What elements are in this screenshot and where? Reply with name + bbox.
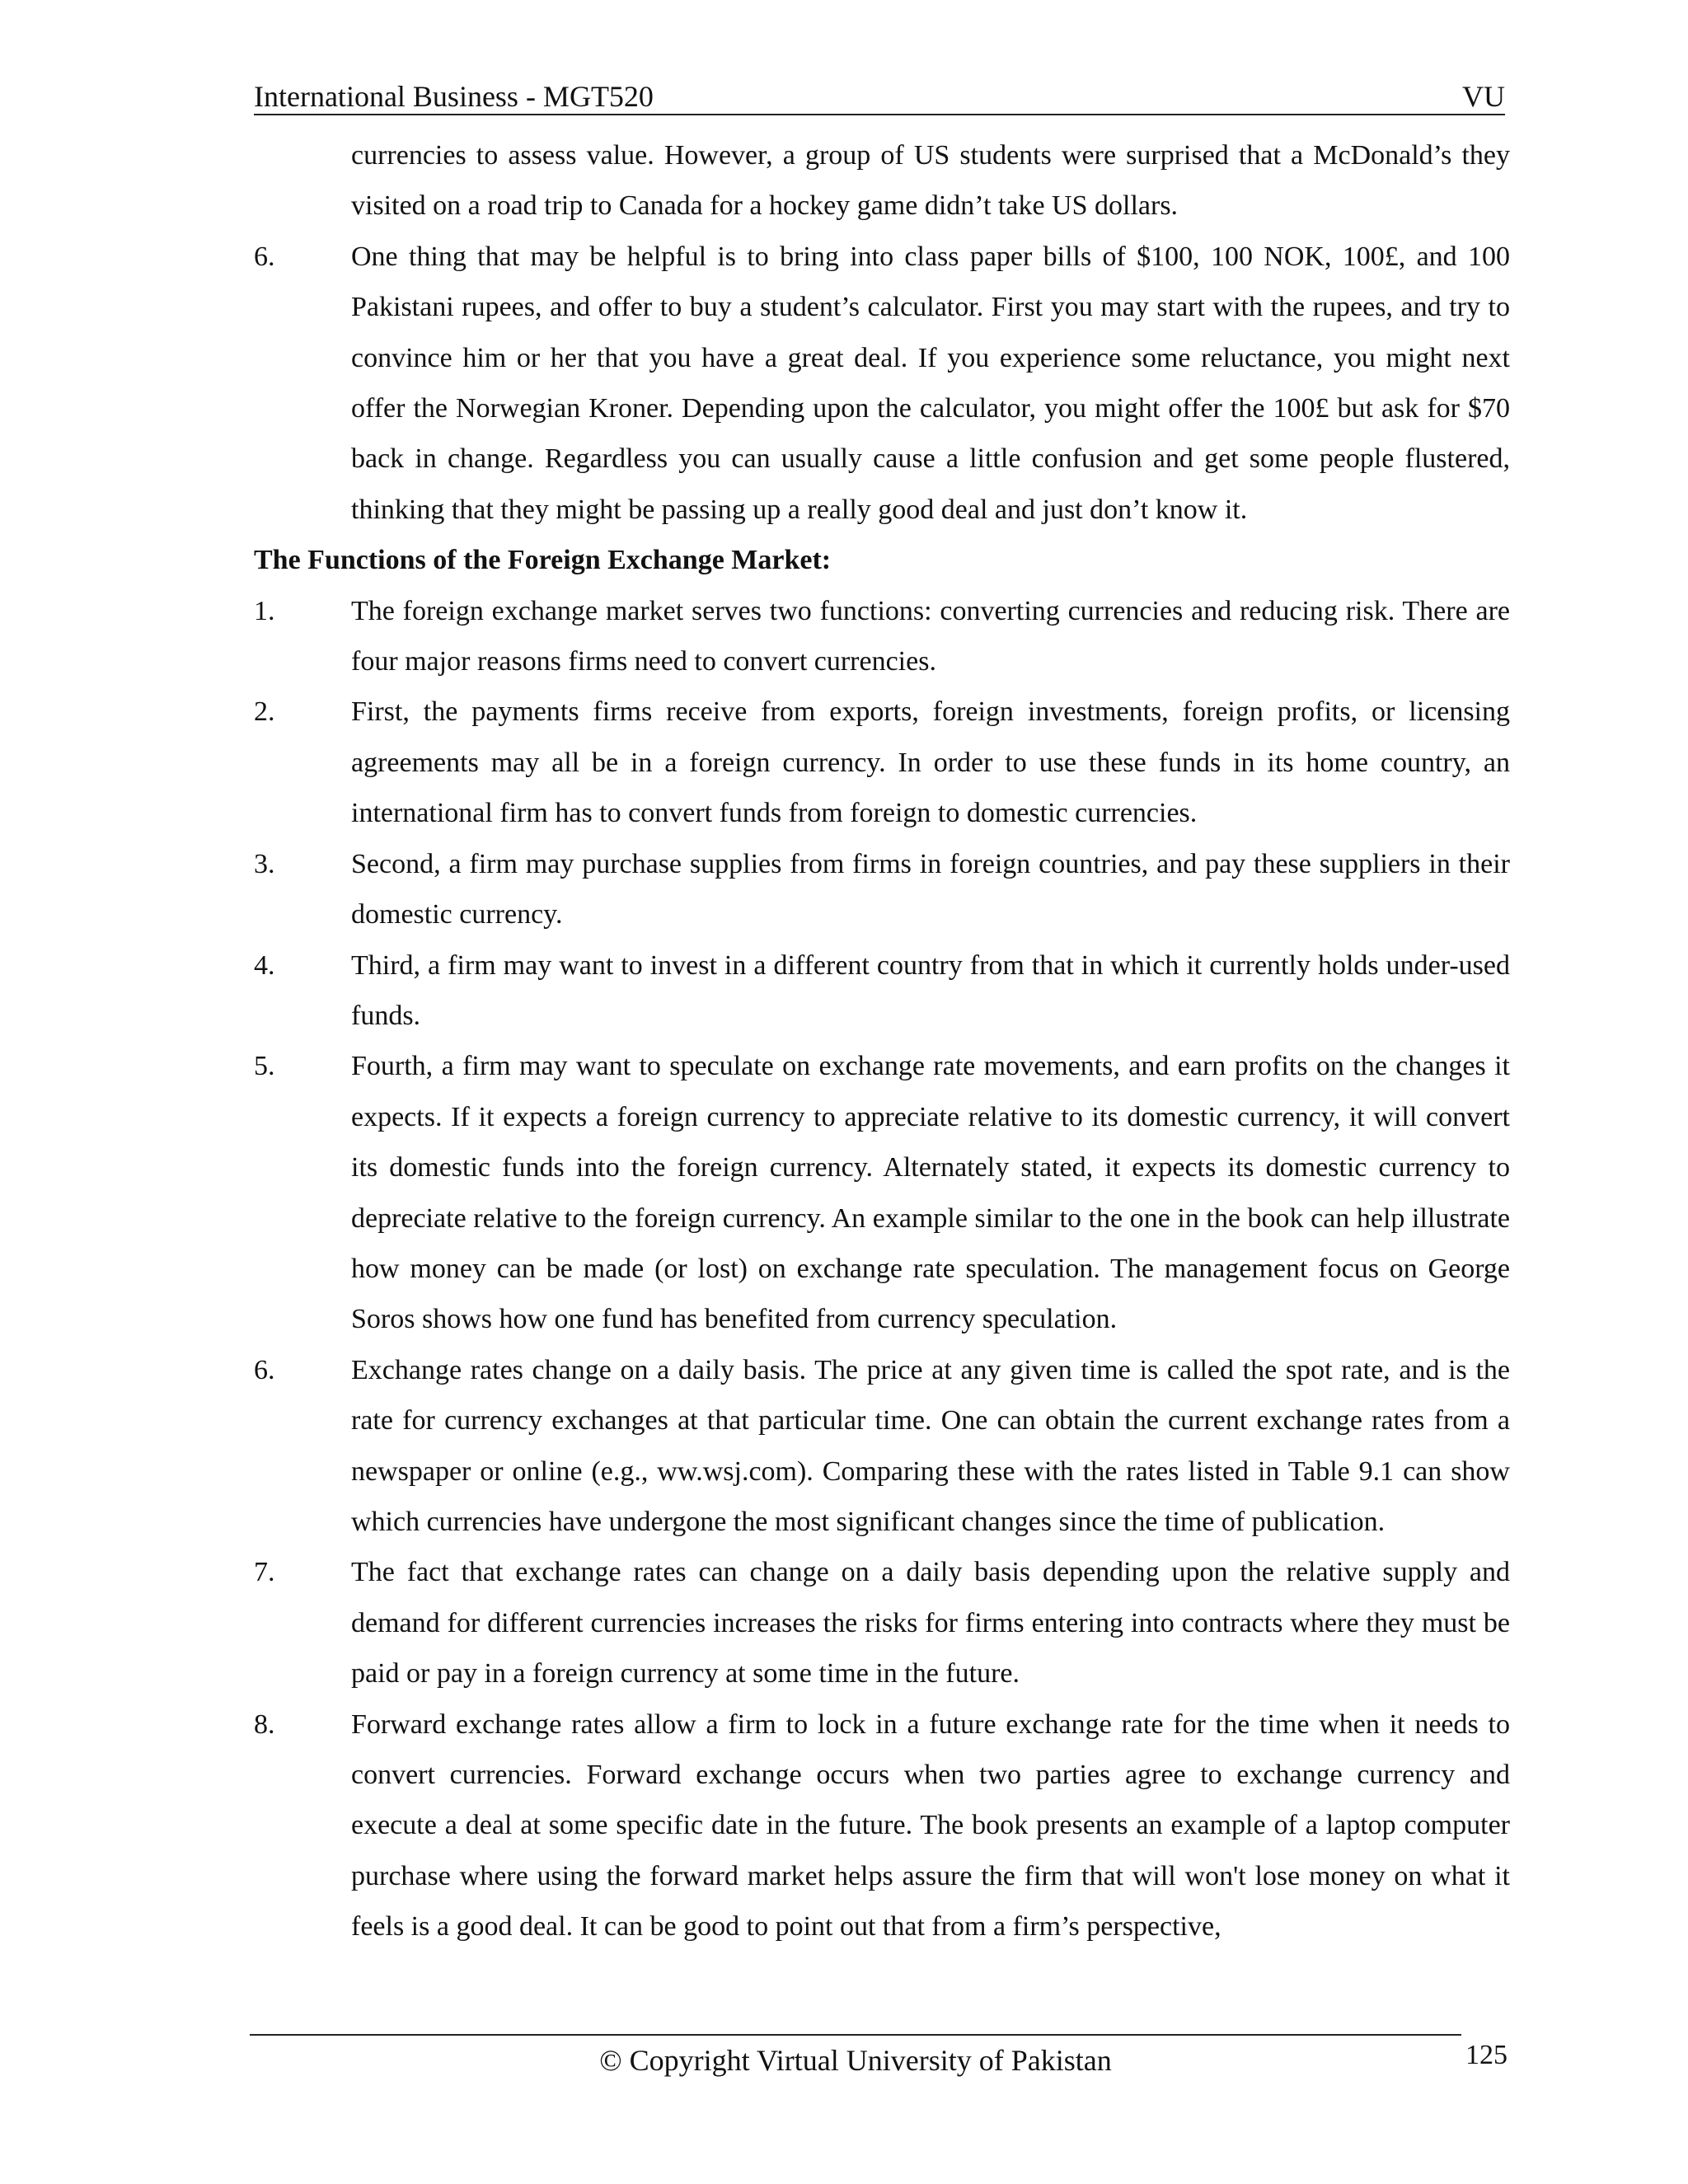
item-number: 8.: [254, 1708, 275, 1740]
list-item: [254, 839, 1510, 940]
item-text: Third, a firm may want to invest in a different country from that in which it currently holds under-used funds.: [351, 949, 1510, 1031]
section-heading: The Functions of the Foreign Exchange Market:: [254, 545, 832, 576]
item-number: 4.: [254, 949, 275, 981]
list-item: [254, 586, 1510, 687]
item-number: 6.: [254, 1354, 275, 1385]
item-text: Fourth, a firm may want to speculate on exchange rate movements, and earn profits on the changes it expects. If it expects a foreign currency to appreciate relative to its domestic currency, it will convert its domestic funds into the foreign currency. Alternately stated, it expects its domestic currency to depreciate relative to the foreign currency. An example similar to the one in the book can help illustrate how money can be made (or lost) on exchange rate speculation. The management focus on George Soros shows how one fund has benefited from currency speculation.: [351, 1051, 1510, 1335]
item-number: 5.: [254, 1051, 275, 1082]
copyright-notice: © Copyright Virtual University of Pakistan: [599, 2044, 1112, 2077]
item-text: One thing that may be helpful is to bring into class paper bills of $100, 100 NOK, 100£, and 100 Pakistani rupees, and offer to buy a student’s calculator. First you may start with the rupees, and try to convince him or her that you have a great deal. If you experience some reluctance, you might next offer the Norwegian Kroner. Depending upon the calculator, you might offer the 100£ but ask for $70 back in change. Regardless you can usually cause a little confusion and get some people flustered, thinking that they might be passing up a really good deal and just don’t know it.: [351, 241, 1510, 525]
list-item: [254, 940, 1510, 1042]
continued-paragraph: currencies to assess value. However, a group of US students were surprised that a McDonald’s they visited on a road trip to Canada for a hockey game didn’t take US dollars.: [351, 140, 1510, 222]
item-number: 7.: [254, 1557, 275, 1588]
item-text: The foreign exchange market serves two functions: converting currencies and reducing risk. There are four major reasons firms need to convert currencies.: [351, 595, 1510, 677]
item-number: 2.: [254, 696, 275, 728]
item-text: Second, a firm may purchase supplies from firms in foreign countries, and pay these suppliers in their domestic currency.: [351, 848, 1510, 930]
list-item: [254, 1699, 1510, 1952]
course-title: International Business - MGT520: [254, 80, 654, 113]
page-number: 125: [1465, 2040, 1507, 2070]
list-item: [254, 1041, 1510, 1344]
list-item: [254, 232, 1510, 535]
item-text: The fact that exchange rates can change on a daily basis depending upon the relative supply and demand for different currencies increases the risks for firms entering into contracts where they must be paid or pay in a foreign currency at some time in the future.: [351, 1557, 1510, 1690]
item-text: Exchange rates change on a daily basis. The price at any given time is called the spot rate, and is the rate for currency exchanges at that particular time. One can obtain the current exchange rates from a newspaper or online (e.g., ww.wsj.com). Comparing these with the rates listed in Table 9.1 can show which currencies have undergone the most significant changes since the time of publication.: [351, 1354, 1510, 1537]
document-body: [254, 130, 1510, 1952]
item-number: 6.: [254, 241, 275, 272]
item-number: 1.: [254, 595, 275, 626]
institution-abbrev: VU: [1462, 80, 1505, 113]
list-item: [254, 687, 1510, 838]
list-item: [254, 1547, 1510, 1699]
item-number: 3.: [254, 848, 275, 879]
item-text: Forward exchange rates allow a firm to lock in a future exchange rate for the time when it needs to convert currencies. Forward exchange occurs when two parties agree to exchange currency and execute a deal at some specific date in the future. The book presents an example of a laptop computer purchase where using the forward market helps assure the firm that will won't lose money on what it feels is a good deal. It can be good to point out that from a firm’s perspective,: [351, 1708, 1510, 1943]
footer-divider: [250, 2034, 1461, 2036]
page-header: [254, 76, 1505, 115]
list-item: [254, 1345, 1510, 1548]
item-text: First, the payments firms receive from exports, foreign investments, foreign profits, or licensing agreements may all be in a foreign currency. In order to use these funds in its home country, an international firm has to convert funds from foreign to domestic currencies.: [351, 696, 1510, 829]
